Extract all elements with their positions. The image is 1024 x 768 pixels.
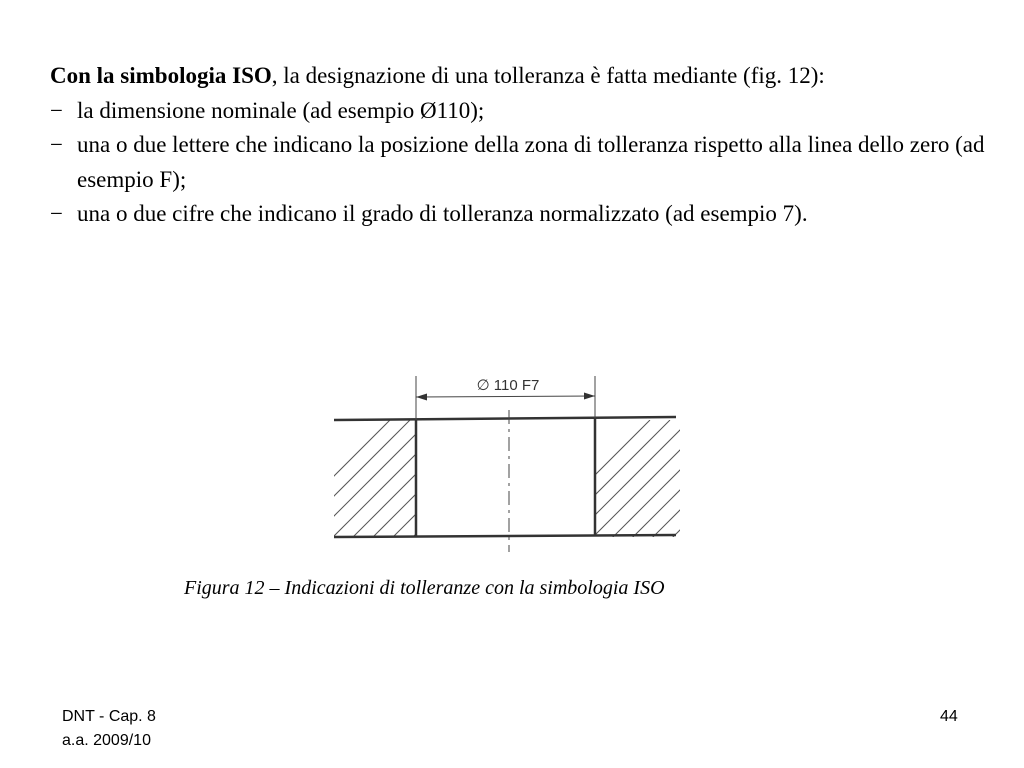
right-hatching [530,420,682,540]
bullet-list [50,94,995,232]
bullet-text: una o due cifre che indicano il grado di tolleranza normalizzato (ad esempio 7). [77,201,808,226]
top-edge-line [334,417,676,420]
tolerance-figure [330,370,682,555]
dash-marker: − [50,132,63,157]
dash-marker: − [50,201,63,226]
bullet-text: una o due lettere che indicano la posizione della zona di tolleranza rispetto alla linea dello zero (ad esempio F); [77,132,985,192]
dimension-line [416,396,595,397]
left-arrowhead [416,394,427,401]
footer-course: DNT - Cap. 8 [62,708,156,725]
bullet-item [50,128,995,197]
intro-bold: Con la simbologia ISO [50,63,272,88]
slide-body [50,59,995,232]
bullet-item [50,197,995,232]
figure-caption: Figura 12 – Indicazioni di tolleranze con la simbologia ISO [184,577,665,599]
footer-year: a.a. 2009/10 [62,732,151,749]
dimension-label: ∅ 110 F7 [476,377,540,394]
intro-text: , la designazione di una tolleranza è fatta mediante (fig. 12): [271,63,825,88]
page-number: 44 [940,708,958,725]
left-hatching [330,420,530,540]
dash-marker: − [50,97,63,123]
right-arrowhead [584,393,595,400]
footer-info [62,705,156,753]
bullet-item [50,94,995,129]
intro-paragraph [50,59,995,94]
bottom-edge-line [334,535,676,537]
bullet-text: la dimensione nominale (ad esempio Ø110); [77,97,485,123]
tolerance-drawing [330,370,682,555]
